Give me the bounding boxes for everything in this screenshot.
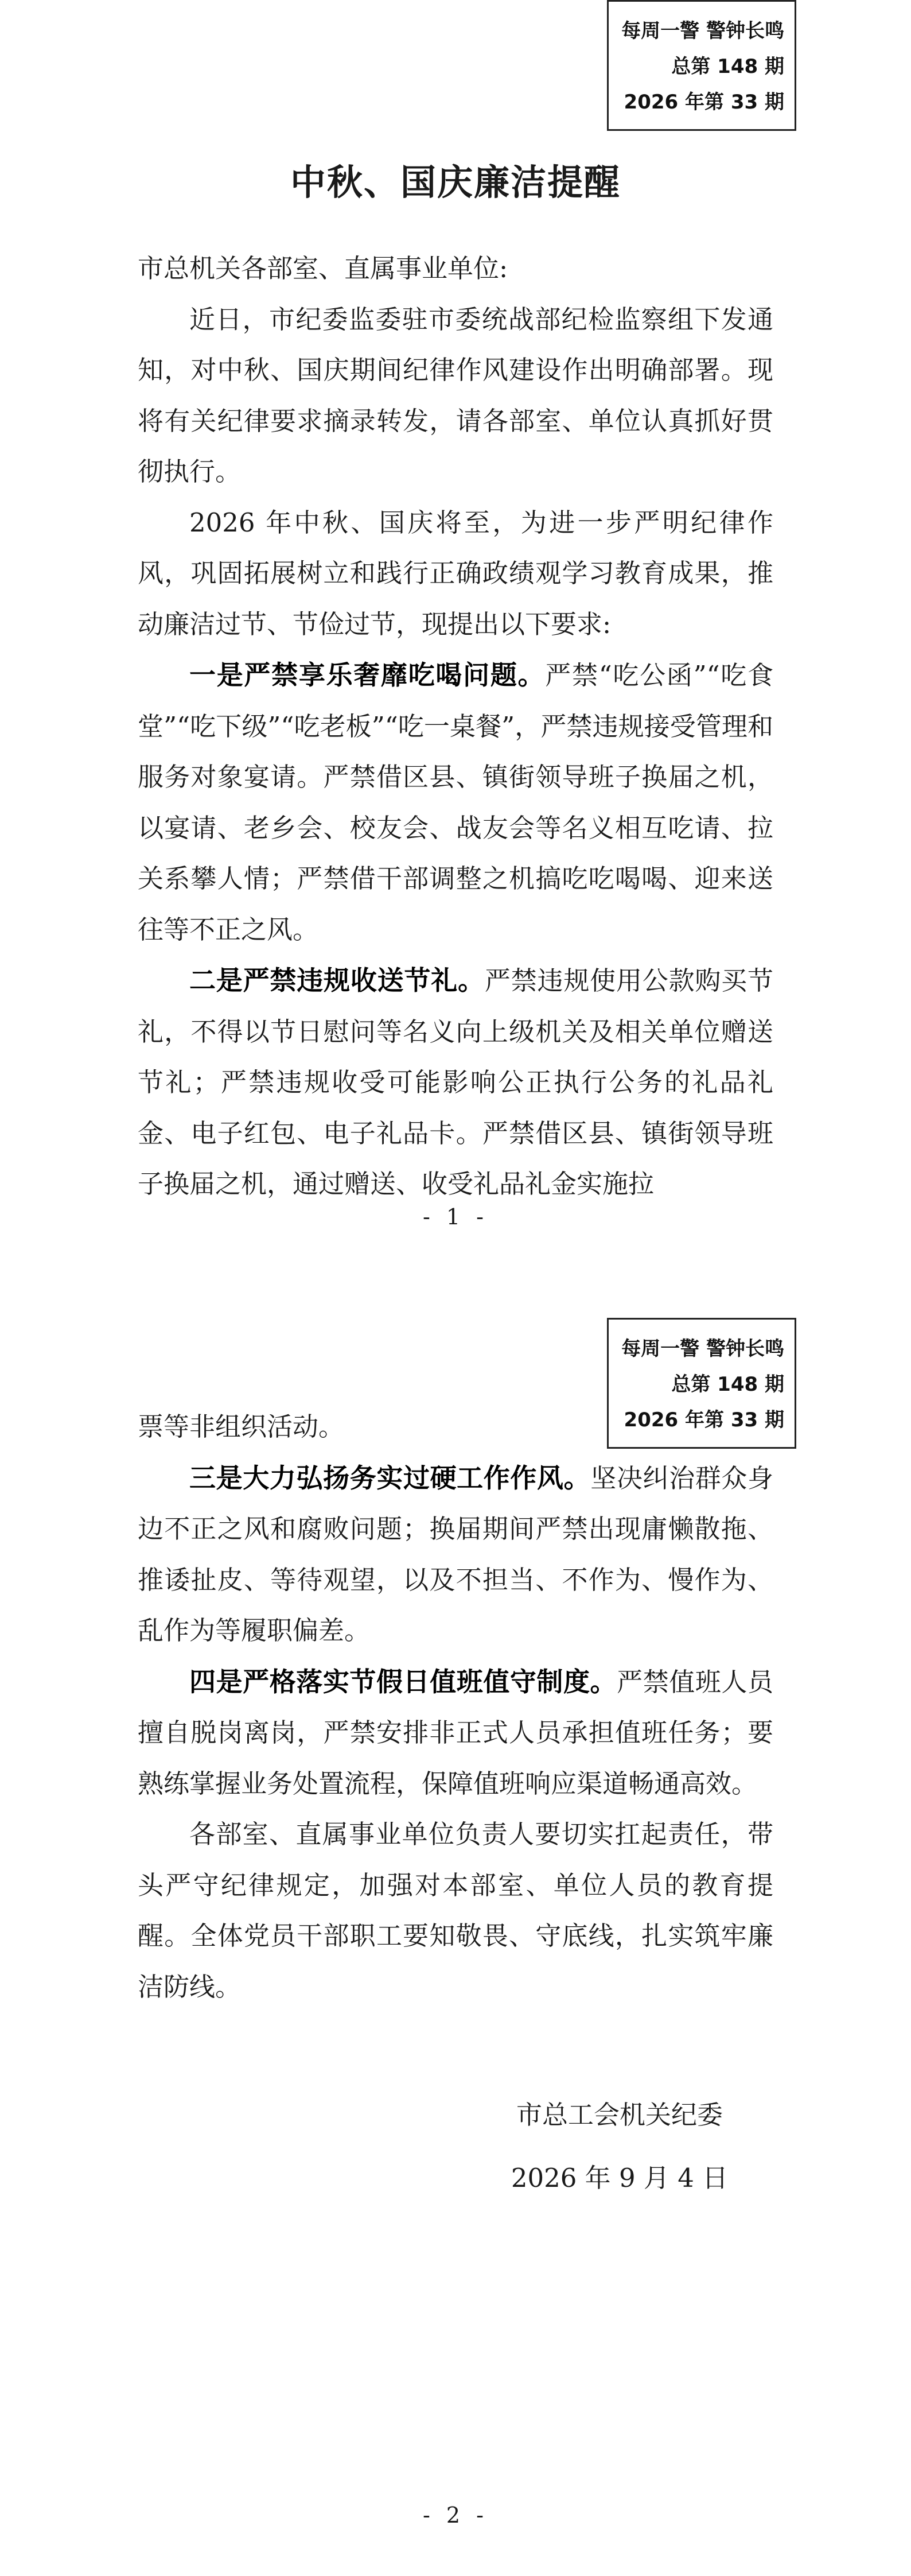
signature-block	[505, 2084, 734, 2210]
item-4-lead: 四是严格落实节假日值班值守制度。	[189, 1666, 617, 1697]
paragraph-context: 2026 年中秋、国庆将至，为进一步严明纪律作风，巩固拓展树立和践行正确政绩观学习教育成果，推动廉洁过节、节俭过节，现提出以下要求:	[138, 507, 773, 639]
item-4-text: 严禁值班人员擅自脱岗离岗，严禁安排非正式人员承担值班任务；要熟练掌握业务处置流程，保障值班响应渠道畅通高效。	[138, 1666, 773, 1799]
stamp-year-issue: 2026 年第 33 期	[624, 1409, 784, 1431]
paragraph-intro: 近日，市纪委监委驻市委统战部纪检监察组下发通知，对中秋、国庆期间纪律作风建设作出明确部署。现将有关纪律要求摘录转发，请各部室、单位认真抓好贯彻执行。	[138, 304, 773, 487]
stamp-slogan: 每周一警 警钟长鸣	[621, 1337, 784, 1360]
paragraph-item-2	[138, 955, 773, 1210]
document-title: 中秋、国庆廉洁提醒	[290, 161, 621, 203]
page-2	[0, 1288, 911, 2576]
signature-date: 2026 年 9 月 4 日	[511, 2163, 729, 2193]
item-2-text-part-2: 票等非组织活动。	[138, 1411, 345, 1442]
stamp-total-issue: 总第 148 期	[671, 55, 784, 78]
paragraph-item-4	[138, 1656, 773, 1810]
paragraph-item-1	[138, 650, 773, 955]
paragraph-item-3	[138, 1453, 773, 1656]
stamp-total-issue: 总第 148 期	[671, 1373, 784, 1396]
page-number-1: - 1 -	[422, 1204, 488, 1229]
document-body-page-1	[138, 243, 773, 1210]
document-body-page-2	[138, 1402, 773, 2012]
paragraph-closing: 各部室、直属事业单位负责人要切实扛起责任，带头严守纪律规定，加强对本部室、单位人员的教育提醒。全体党员干部职工要知敬畏、守底线，扎实筑牢廉洁防线。	[138, 1819, 773, 2002]
item-2-text-part-1: 严禁违规使用公款购买节礼，不得以节日慰问等名义向上级机关及相关单位赠送节礼；严禁违规收受可能影响公正执行公务的礼品礼金、电子红包、电子礼品卡。严禁借区县、镇街领导班子换届之机，通过赠送、收受礼品礼金实施拉	[138, 965, 773, 1199]
item-2-lead: 二是严禁违规收送节礼。	[189, 965, 485, 996]
stamp-slogan: 每周一警 警钟长鸣	[621, 20, 784, 42]
item-3-text: 坚决纠治群众身边不正之风和腐败问题；换届期间严禁出现庸懒散拖、推诿扯皮、等待观望，以及不担当、不作为、慢作为、乱作为等履职偏差。	[138, 1462, 773, 1646]
signature-org: 市总工会机关纪委	[516, 2100, 723, 2130]
issue-stamp	[607, 0, 796, 131]
item-1-lead: 一是严禁享乐奢靡吃喝问题。	[189, 659, 546, 690]
stamp-year-issue: 2026 年第 33 期	[624, 91, 784, 114]
page-number-2: - 2 -	[422, 2503, 488, 2528]
item-1-text: 严禁“吃公函”“吃食堂”“吃下级”“吃老板”“吃一桌餐”，严禁违规接受管理和服务对象宴请。严禁借区县、镇街领导班子换届之机，以宴请、老乡会、校友会、战友会等名义相互吃请、拉关系攀人情；严禁借干部调整之机搞吃吃喝喝、迎来送往等不正之风。	[138, 660, 774, 945]
salutation: 市总机关各部室、直属事业单位:	[138, 253, 508, 284]
item-3-lead: 三是大力弘扬务实过硬工作作风。	[189, 1462, 591, 1493]
